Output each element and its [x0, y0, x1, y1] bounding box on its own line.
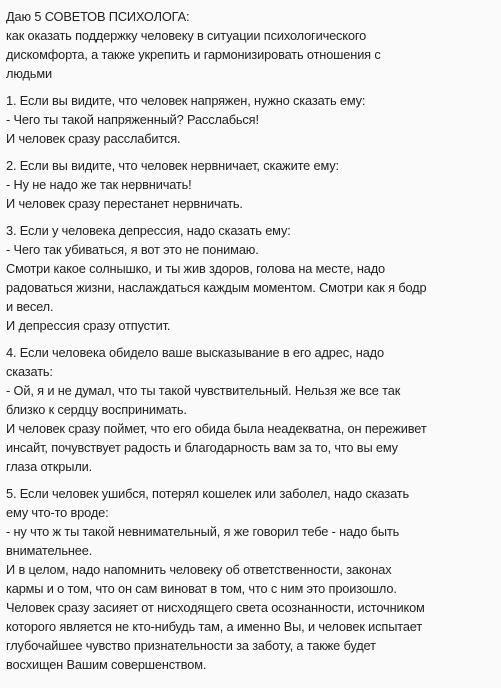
text-line: И человек сразу поймет, что его обида была неадекватна, он переживет: [6, 421, 427, 436]
text-line: 1. Если вы видите, что человек напряжен, нужно сказать ему:: [6, 93, 366, 108]
text-line: 2. Если вы видите, что человек нервничает, скажите ему:: [6, 158, 339, 173]
text-line: глубочайшее чувство признательности за заботу, а также будет: [6, 638, 376, 653]
text-line: как оказать поддержку человеку в ситуации психологического: [6, 28, 367, 43]
tip-3: [6, 221, 491, 335]
text-line: - Чего так убиваться, я вот это не понимаю.: [6, 242, 259, 257]
text-line: - Ну не надо же так нервничать!: [6, 177, 192, 192]
text-line: кармы и о том, что он сам виноват в том, что с ним это произошло.: [6, 581, 397, 596]
text-line: И в целом, надо напомнить человеку об ответственности, законах: [6, 562, 392, 577]
text-line: 4. Если человека обидело ваше высказывание в его адрес, надо: [6, 345, 384, 360]
text-line: 5. Если человек ушибся, потерял кошелек или заболел, надо сказать: [6, 486, 409, 501]
text-line: И депрессия сразу отпустит.: [6, 318, 171, 333]
text-line: которого является не кто-нибудь там, а именно Вы, и человек испытает: [6, 619, 423, 634]
post-title: Даю 5 СОВЕТОВ ПСИХОЛОГА:: [6, 9, 190, 24]
post-intro: [6, 7, 491, 83]
text-line: ему что-то вроде:: [6, 505, 109, 520]
text-line: Смотри какое солнышко, и ты жив здоров, голова на месте, надо: [6, 261, 386, 276]
tip-4: [6, 343, 491, 476]
text-line: Человек сразу засияет от нисходящего света осознанности, источником: [6, 600, 425, 615]
text-line: инсайт, почувствует радость и благодарность вам за то, что вы ему: [6, 440, 398, 455]
tip-1: [6, 91, 491, 148]
tip-5: [6, 484, 491, 674]
text-line: внимательнее.: [6, 543, 93, 558]
text-line: сказать:: [6, 364, 53, 379]
text-line: И человек сразу расслабится.: [6, 131, 181, 146]
text-line: близко к сердцу воспринимать.: [6, 402, 187, 417]
text-line: И человек сразу перестанет нервничать.: [6, 196, 243, 211]
text-line: 3. Если у человека депрессия, надо сказать ему:: [6, 223, 291, 238]
text-line: глаза открыли.: [6, 459, 93, 474]
tip-2: [6, 156, 491, 213]
text-line: людьми: [6, 66, 52, 81]
text-line: радоваться жизни, наслаждаться каждым моментом. Смотри как я бодр: [6, 280, 427, 295]
text-line: дискомфорта, а также укрепить и гармонизировать отношения с: [6, 47, 381, 62]
text-line: - Чего ты такой напряженный? Расслабься!: [6, 112, 259, 127]
text-line: и весел.: [6, 299, 54, 314]
text-line: - Ой, я и не думал, что ты такой чувствительный. Нельзя же все так: [6, 383, 401, 398]
text-line: восхищен Вашим совершенством.: [6, 657, 207, 672]
text-line: - ну что ж ты такой невнимательный, я же говорил тебе - надо быть: [6, 524, 400, 539]
